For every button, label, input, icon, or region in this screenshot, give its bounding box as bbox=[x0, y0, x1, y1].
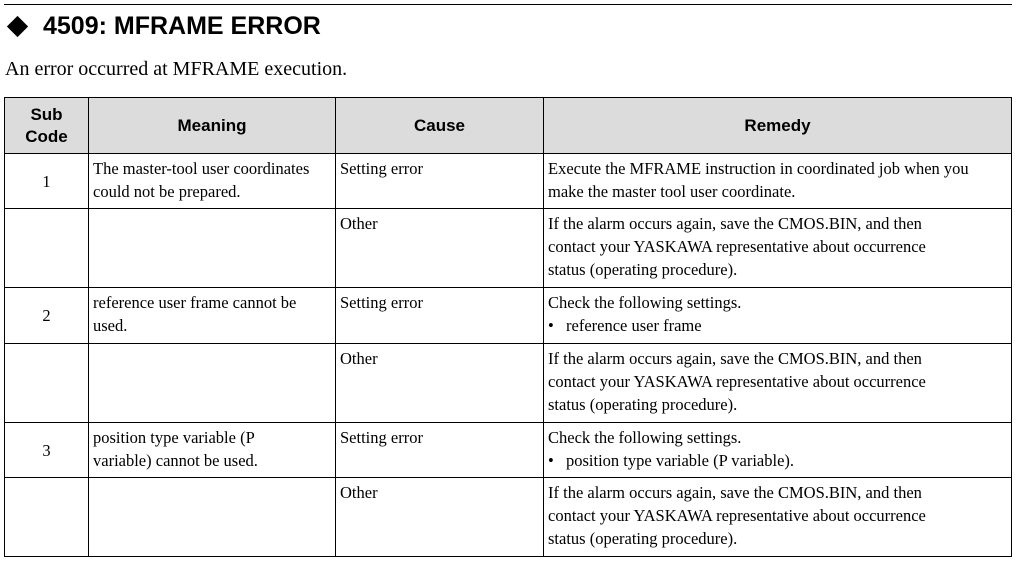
section-heading bbox=[4, 10, 321, 42]
remedy-cell bbox=[544, 423, 1012, 478]
meaning-cell-empty bbox=[89, 209, 336, 288]
sub-code-cell-empty bbox=[5, 344, 89, 423]
remedy-line: status (operating procedure). bbox=[548, 529, 738, 548]
remedy-line: If the alarm occurs again, save the CMOS.BIN, and then bbox=[548, 349, 922, 368]
cause-cell: Setting error bbox=[336, 154, 544, 209]
meaning-line: used. bbox=[93, 316, 128, 335]
sub-code-cell-empty bbox=[5, 478, 89, 557]
remedy-bullet-item: • reference user frame bbox=[548, 314, 1007, 337]
meaning-line: reference user frame cannot be bbox=[93, 293, 297, 312]
header-sub-code bbox=[5, 98, 89, 154]
header-sub-code-line1: Sub bbox=[30, 104, 63, 124]
meaning-cell-empty bbox=[89, 344, 336, 423]
table-row bbox=[5, 288, 1012, 344]
remedy-line: contact your YASKAWA representative about occurrence bbox=[548, 237, 926, 256]
meaning-cell bbox=[89, 154, 336, 209]
meaning-cell bbox=[89, 288, 336, 344]
remedy-cell bbox=[544, 209, 1012, 288]
remedy-line: Check the following settings. bbox=[548, 293, 742, 312]
meaning-line: position type variable (P bbox=[93, 428, 255, 447]
header-remedy: Remedy bbox=[544, 98, 1012, 154]
diamond-bullet-icon bbox=[7, 15, 28, 36]
table-header-row bbox=[5, 98, 1012, 154]
remedy-line: contact your YASKAWA representative about occurrence bbox=[548, 372, 926, 391]
table-row bbox=[5, 478, 1012, 557]
sub-code-cell: 1 bbox=[5, 154, 89, 209]
remedy-cell bbox=[544, 344, 1012, 423]
error-description: An error occurred at MFRAME execution. bbox=[5, 58, 348, 80]
cause-cell: Other bbox=[336, 478, 544, 557]
sub-code-cell: 3 bbox=[5, 423, 89, 478]
remedy-line: contact your YASKAWA representative about occurrence bbox=[548, 506, 926, 525]
cause-cell: Other bbox=[336, 209, 544, 288]
heading-title: 4509: MFRAME ERROR bbox=[43, 11, 321, 40]
meaning-cell-empty bbox=[89, 478, 336, 557]
table-row bbox=[5, 154, 1012, 209]
sub-code-cell-empty bbox=[5, 209, 89, 288]
remedy-cell bbox=[544, 288, 1012, 344]
header-sub-code-line2: Code bbox=[25, 126, 68, 146]
remedy-line: Execute the MFRAME instruction in coordinated job when you bbox=[548, 159, 969, 178]
meaning-cell bbox=[89, 423, 336, 478]
remedy-line: status (operating procedure). bbox=[548, 395, 738, 414]
table-row bbox=[5, 344, 1012, 423]
header-meaning: Meaning bbox=[89, 98, 336, 154]
cause-cell: Setting error bbox=[336, 288, 544, 344]
cause-cell: Other bbox=[336, 344, 544, 423]
cause-cell: Setting error bbox=[336, 423, 544, 478]
error-table bbox=[4, 97, 1012, 557]
meaning-line: variable) cannot be used. bbox=[93, 451, 258, 470]
sub-code-cell: 2 bbox=[5, 288, 89, 344]
table-row bbox=[5, 209, 1012, 288]
remedy-line: make the master tool user coordinate. bbox=[548, 182, 796, 201]
remedy-line: If the alarm occurs again, save the CMOS.BIN, and then bbox=[548, 483, 922, 502]
meaning-line: could not be prepared. bbox=[93, 182, 241, 201]
remedy-bullet-item: • position type variable (P variable). bbox=[548, 449, 1007, 472]
remedy-cell bbox=[544, 478, 1012, 557]
remedy-cell bbox=[544, 154, 1012, 209]
remedy-line: If the alarm occurs again, save the CMOS.BIN, and then bbox=[548, 214, 922, 233]
remedy-line: Check the following settings. bbox=[548, 428, 742, 447]
table-row bbox=[5, 423, 1012, 478]
header-cause: Cause bbox=[336, 98, 544, 154]
meaning-line: The master-tool user coordinates bbox=[93, 159, 310, 178]
top-rule bbox=[4, 4, 1012, 5]
remedy-line: status (operating procedure). bbox=[548, 260, 738, 279]
